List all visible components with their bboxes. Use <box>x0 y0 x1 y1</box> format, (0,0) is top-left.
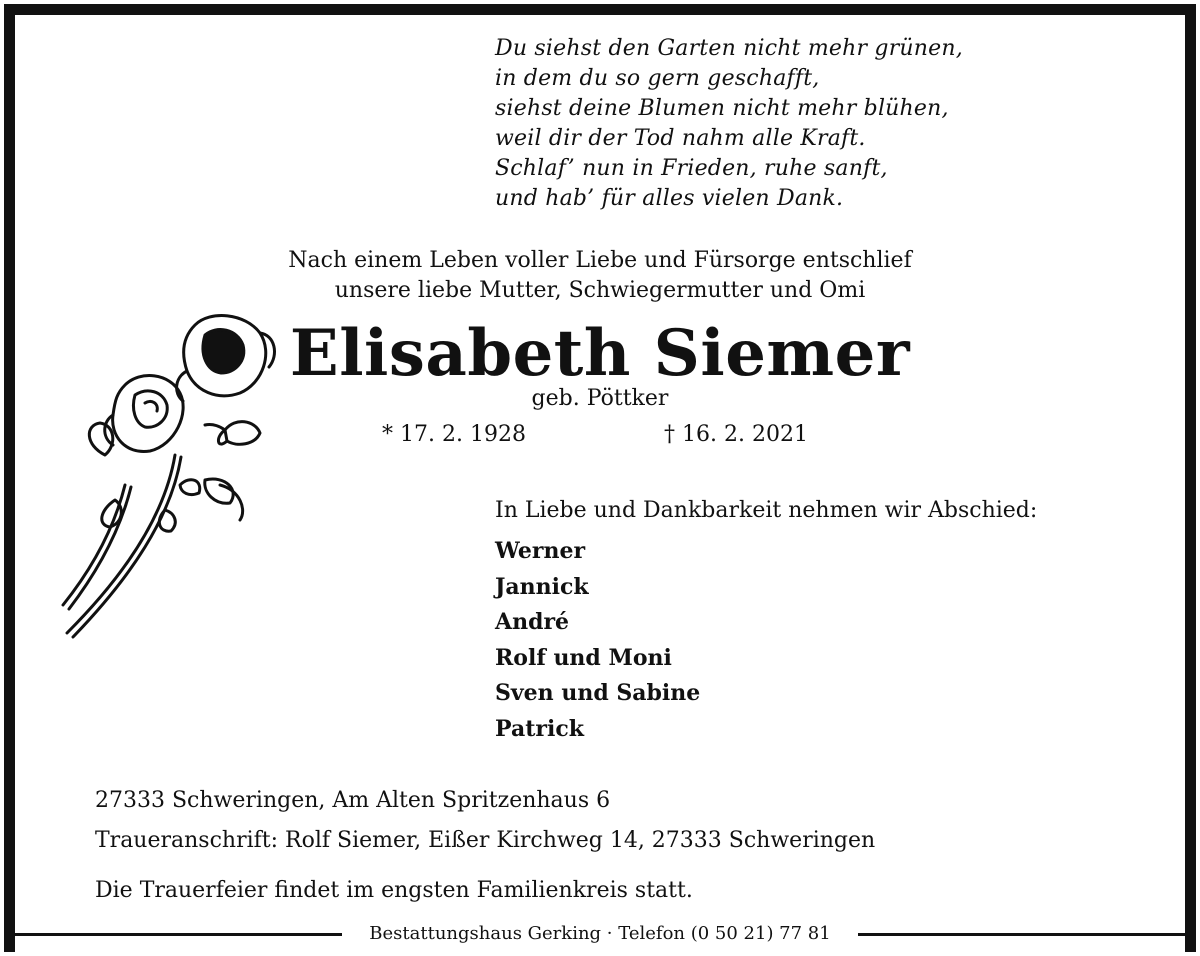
ceremony-note: Die Trauerfeier findet im engsten Familienkreis statt. <box>95 878 693 903</box>
deceased-name: Elisabeth Siemer <box>289 316 911 391</box>
funeral-home-contact: Bestattungshaus Gerking · Telefon (0 50 21) 77 81 <box>369 923 831 944</box>
roses-illustration-icon <box>55 305 285 645</box>
mourner-name: André <box>495 609 570 635</box>
poem-line: siehst deine Blumen nicht mehr blühen, <box>495 96 949 121</box>
intro-line: unsere liebe Mutter, Schwiegermutter und Omi <box>334 278 866 303</box>
mourner-name: Werner <box>495 538 586 564</box>
mourner-name: Sven und Sabine <box>495 680 701 706</box>
maiden-name: geb. Pöttker <box>531 386 669 411</box>
birth-date: * 17. 2. 1928 <box>382 422 526 447</box>
intro-text <box>0 246 1200 306</box>
mourner-name: Jannick <box>495 573 589 600</box>
mourning-address: Traueranschrift: Rolf Siemer, Eißer Kirchweg 14, 27333 Schweringen <box>95 828 876 853</box>
poem-line: und hab’ für alles vielen Dank. <box>495 186 844 211</box>
mourners-list <box>495 534 700 747</box>
poem-line: in dem du so gern geschafft, <box>495 66 820 91</box>
poem-line: weil dir der Tod nahm alle Kraft. <box>495 126 866 151</box>
farewell-text: In Liebe und Dankbarkeit nehmen wir Abschied: <box>495 498 1038 523</box>
home-address: 27333 Schweringen, Am Alten Spritzenhaus 6 <box>95 788 611 813</box>
mourner-name: Patrick <box>495 715 584 742</box>
intro-line: Nach einem Leben voller Liebe und Fürsorge entschlief <box>288 248 912 273</box>
poem-line: Schlaf’ nun in Frieden, ruhe sanft, <box>495 156 888 181</box>
poem-line: Du siehst den Garten nicht mehr grünen, <box>495 36 963 61</box>
poem <box>495 34 963 214</box>
footer <box>4 920 1196 948</box>
death-date: † 16. 2. 2021 <box>664 422 808 447</box>
mourner-name: Rolf und Moni <box>495 644 672 671</box>
